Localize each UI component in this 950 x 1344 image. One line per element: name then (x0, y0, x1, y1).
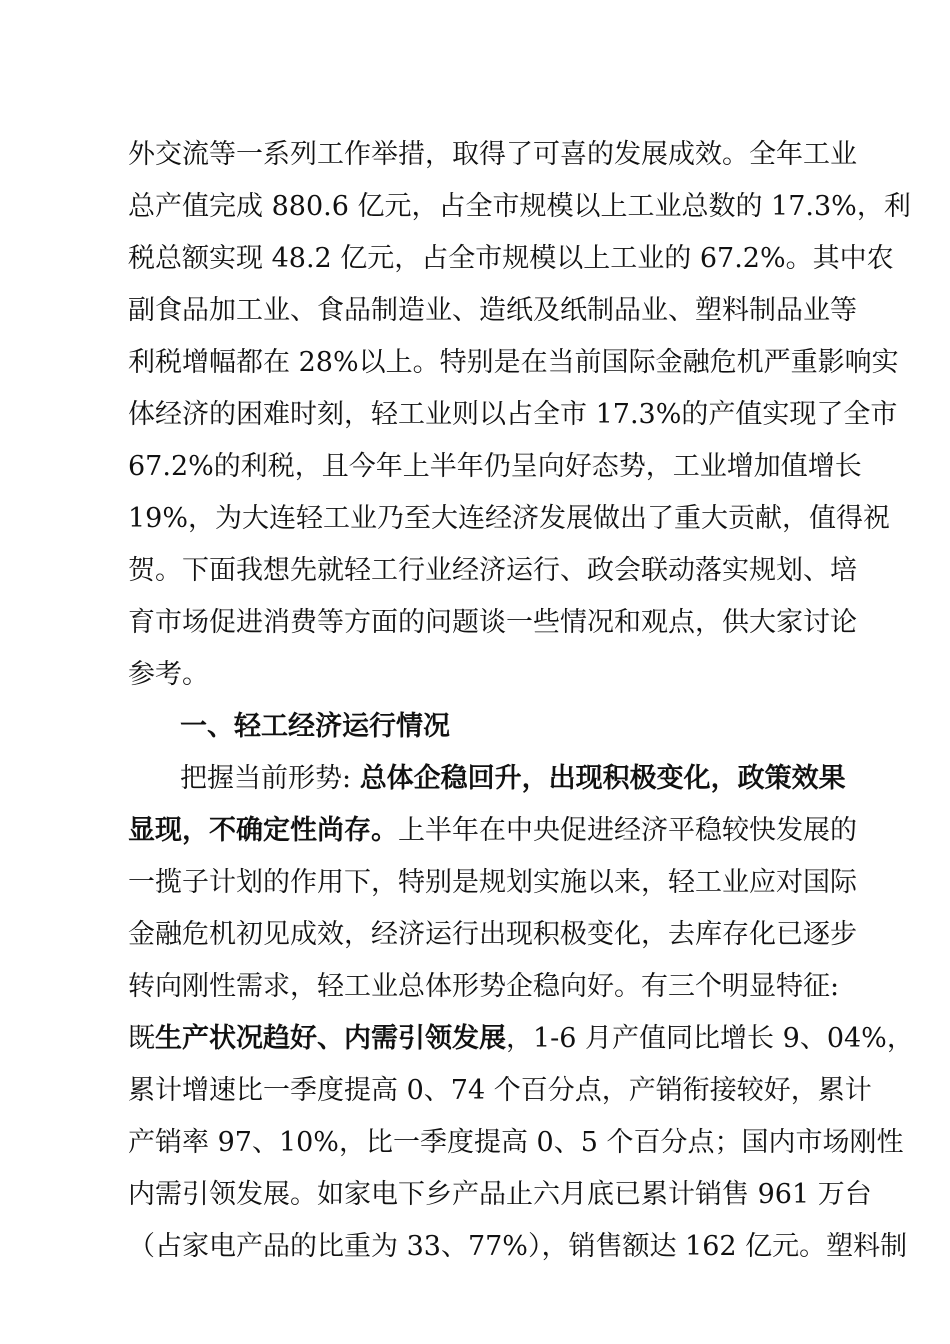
paragraph-line (180, 753, 846, 805)
paragraph-line: 19%，为大连轻工业乃至大连经济发展做出了重大贡献，值得祝 (128, 503, 891, 534)
emphasis-text: 生产状况趋好、内需引领发展 (155, 1023, 506, 1054)
paragraph-line: 累计增速比一季度提高 0、74 个百分点，产销衔接较好，累计 (128, 1075, 872, 1106)
paragraph-line: 67.2%的利税，且今年上半年仍呈向好态势，工业增加值增长 (128, 451, 862, 482)
paragraph-line: 体经济的困难时刻，轻工业则以占全市 17.3%的产值实现了全市 (128, 399, 898, 430)
paragraph-line: 利税增幅都在 28%以上。特别是在当前国际金融危机严重影响实 (128, 347, 899, 378)
paragraph-line: 金融危机初见成效，经济运行出现积极变化，去库存化已逐步 (128, 919, 857, 950)
emphasis-text: 总体企稳回升，出现积极变化，政策效果 (359, 763, 846, 794)
section-heading: 一、轻工经济运行情况 (180, 711, 450, 742)
paragraph-line: （占家电产品的比重为 33、77%），销售额达 162 亿元。塑料制 (128, 1231, 908, 1262)
paragraph-line: 总产值完成 880.6 亿元，占全市规模以上工业总数的 17.3%，利 (128, 191, 911, 222)
paragraph-line: 税总额实现 48.2 亿元，占全市规模以上工业的 67.2%。其中农 (128, 243, 894, 274)
paragraph-line (128, 805, 857, 857)
paragraph-line: 副食品加工业、食品制造业、造纸及纸制品业、塑料制品业等 (128, 295, 857, 326)
paragraph-text: 上半年在中央促进经济平稳较快发展的 (398, 815, 857, 846)
paragraph-text: 把握当前形势: (180, 763, 360, 794)
paragraph-line (128, 1013, 914, 1065)
emphasis-text: 显现，不确定性尚存。 (128, 815, 398, 846)
paragraph-line: 一揽子计划的作用下，特别是规划实施以来，轻工业应对国际 (128, 867, 857, 898)
paragraph-line: 内需引领发展。如家电下乡产品止六月底已累计销售 961 万台 (128, 1179, 872, 1210)
paragraph-line: 转向刚性需求，轻工业总体形势企稳向好。有三个明显特征: (128, 971, 840, 1002)
paragraph-line: 产销率 97、10%，比一季度提高 0、5 个百分点；国内市场刚性 (128, 1127, 904, 1158)
paragraph-line: 参考。 (128, 659, 209, 690)
paragraph-line: 育市场促进消费等方面的问题谈一些情况和观点，供大家讨论 (128, 607, 857, 638)
paragraph-text: 既 (128, 1023, 155, 1054)
paragraph-line: 贺。下面我想先就轻工行业经济运行、政会联动落实规划、培 (128, 555, 857, 586)
paragraph-line: 外交流等一系列工作举措，取得了可喜的发展成效。全年工业 (128, 139, 857, 170)
paragraph-text: ，1-6 月产值同比增长 9、04%， (506, 1023, 914, 1054)
